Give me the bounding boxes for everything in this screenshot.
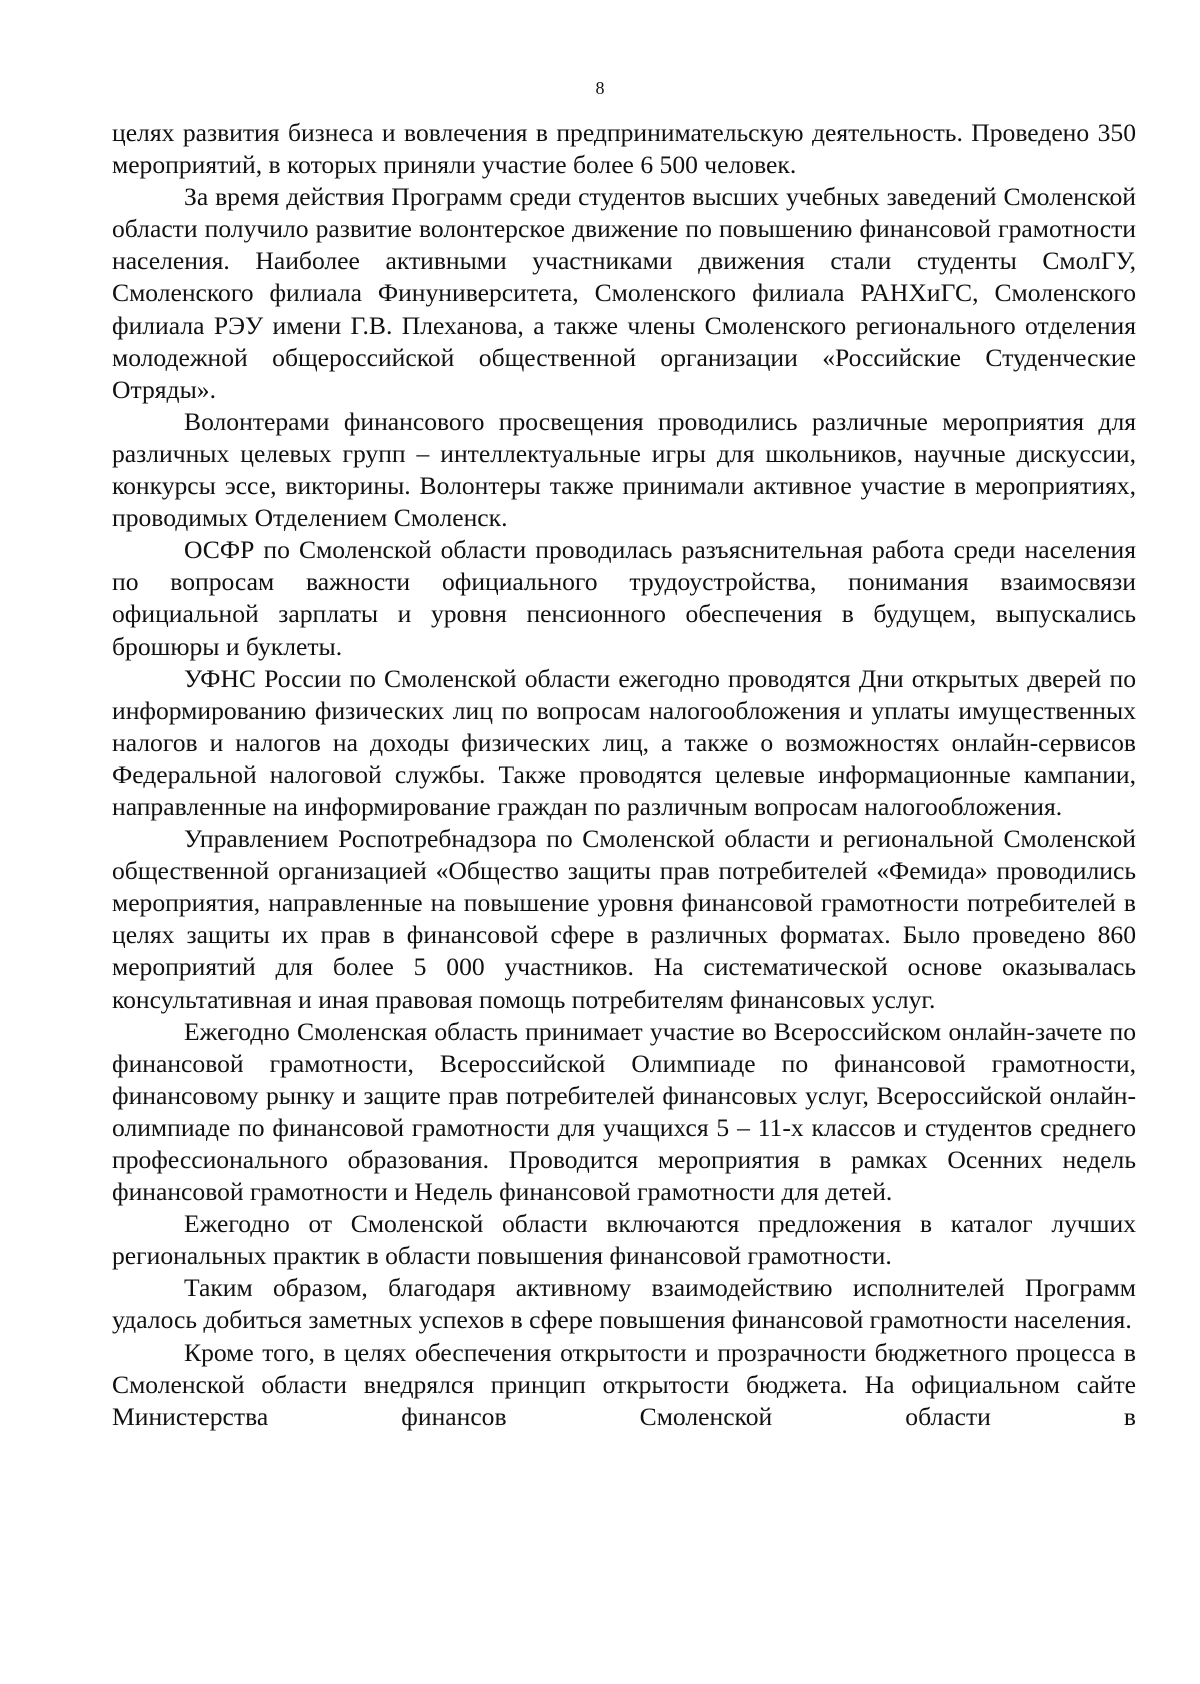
- paragraph: Таким образом, благодаря активному взаимодействию исполнителей Программ удалось добиться заметных успехов в сфере повышения финансовой грамотности населения.: [112, 1273, 1136, 1335]
- paragraph: Ежегодно Смоленская область принимает участие во Всероссийском онлайн-зачете по финансовой грамотности, Всероссийской Олимпиаде по финансовой грамотности, финансовому рынку и защите прав потребителей финансовых услуг, Всероссийской онлайн-олимпиаде по финансовой грамотности для учащихся 5 – 11-х классов и студентов среднего профессионального образования. Проводится мероприятия в рамках Осенних недель финансовой грамотности и Недель финансовой грамотности для детей.: [112, 1016, 1136, 1207]
- paragraph: УФНС России по Смоленской области ежегодно проводятся Дни открытых дверей по информированию физических лиц по вопросам налогообложения и уплаты имущественных налогов и налогов на доходы физических лиц, а также о возможностях онлайн-сервисов Федеральной налоговой службы. Также проводятся целевые информационные кампании, направленные на информирование граждан по различным вопросам налогообложения.: [112, 663, 1136, 821]
- document-body: [112, 117, 1136, 1433]
- paragraph: Кроме того, в целях обеспечения открытости и прозрачности бюджетного процесса в Смоленской области внедрялся принцип открытости бюджета. На официальном сайте Министерства финансов Смоленской области в: [112, 1337, 1136, 1431]
- paragraph: Волонтерами финансового просвещения проводились различные мероприятия для различных целевых групп – интеллектуальные игры для школьников, научные дискуссии, конкурсы эссе, викторины. Волонтеры также принимали активное участие в мероприятиях, проводимых Отделением Смоленск.: [112, 406, 1136, 533]
- paragraph: За время действия Программ среди студентов высших учебных заведений Смоленской области получило развитие волонтерское движение по повышению финансовой грамотности населения. Наиболее активными участниками движения стали студенты СмолГУ, Смоленского филиала Финуниверситета, Смоленского филиала РАНХиГС, Смоленского филиала РЭУ имени Г.В. Плеханова, а также члены Смоленского регионального отделения молодежной общероссийской общественной организации «Российские Студенческие Отряды».: [112, 182, 1136, 404]
- paragraph: Ежегодно от Смоленской области включаются предложения в каталог лучших региональных практик в области повышения финансовой грамотности.: [112, 1209, 1136, 1271]
- paragraph: целях развития бизнеса и вовлечения в предпринимательскую деятельность. Проведено 350 мероприятий, в которых приняли участие более 6 500 человек.: [112, 118, 1136, 180]
- paragraph: ОСФР по Смоленской области проводилась разъяснительная работа среди населения по вопросам важности официального трудоустройства, понимания взаимосвязи официальной зарплаты и уровня пенсионного обеспечения в будущем, выпускались брошюры и буклеты.: [112, 535, 1136, 661]
- page-number: 8: [595, 78, 605, 98]
- paragraph: Управлением Роспотребнадзора по Смоленской области и региональной Смоленской общественной организацией «Общество защиты прав потребителей «Фемида» проводились мероприятия, направленные на повышение уровня финансовой грамотности потребителей в целях защиты их прав в финансовой сфере в различных форматах. Было проведено 860 мероприятий для более 5 000 участников. На систематической основе оказывалась консультативная и иная правовая помощь потребителям финансовых услуг.: [112, 824, 1136, 1014]
